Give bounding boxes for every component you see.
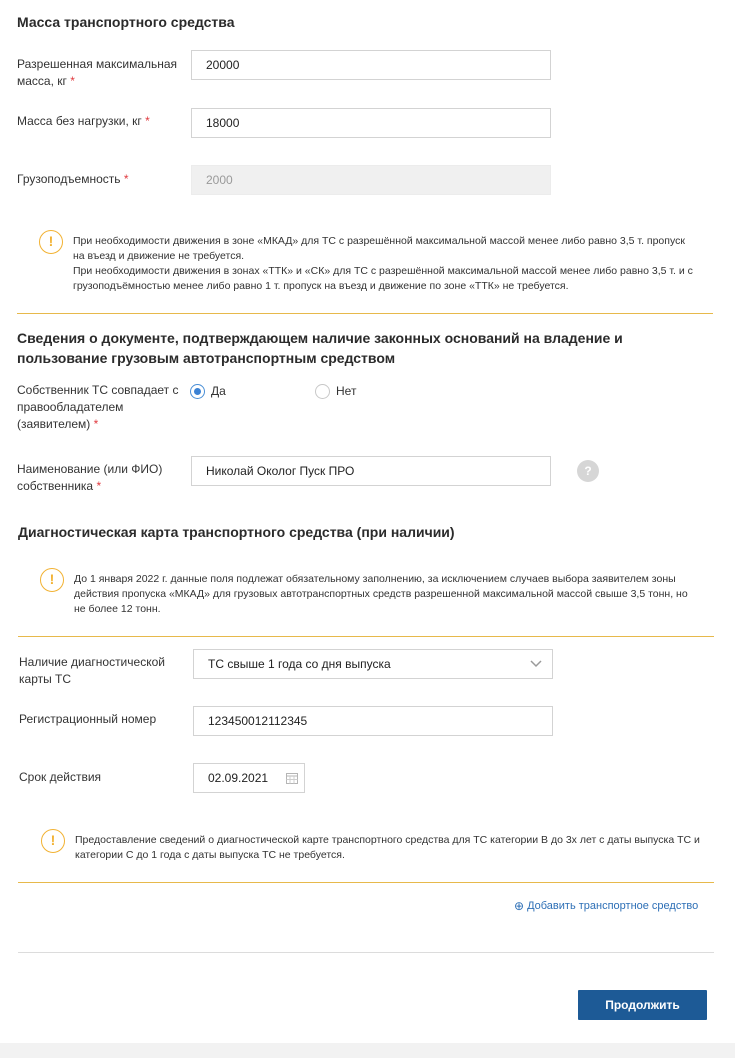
reg-number-label: Регистрационный номер [19,712,157,726]
diag-notice: До 1 января 2022 г. данные поля подлежат обязательному заполнению, за исключением случаев выбора заявителем зоны действия пропуска «МКАД» для грузовых автотранспортных средств разрешенной максимальной массой свыше 3,5 тонн, но не более 12 тонн. [74,573,688,615]
valid-until-label: Срок действия [19,770,102,784]
radio-yes[interactable]: Да [190,383,226,400]
capacity-label: Грузоподъемность * [17,172,129,186]
unladen-mass-label: Масса без нагрузки, кг * [17,114,150,128]
divider [18,952,714,953]
radio-yes-indicator[interactable] [190,384,205,399]
unladen-mass-input[interactable]: 18000 [191,108,551,138]
owner-name-input[interactable]: Николай Околог Пуск ПРО [191,456,551,486]
max-mass-input[interactable]: 20000 [191,50,551,80]
mass-notice: При необходимости движения в зоне «МКАД» для ТС с разрешённой максимальной массой менее либо равно 3,5 т. пропуск на въезд и движение не требуется. При необходимости движения в зонах «ТТК» и «СК» для ТС с разрешённой максимальной массой менее либо равно 3,5 т. и с грузоподъёмностью менее либо равно 1 т. пропуск на въезд и движение по зоне «ТТК» не требуется. [73,235,693,292]
radio-no[interactable]: Нет [315,383,356,400]
radio-no-indicator[interactable] [315,384,330,399]
divider [18,636,714,637]
ownership-section-title: Сведения о документе, подтверждающем наличие законных оснований на владение и пользование грузовым автотранспортным средством [17,330,623,366]
required-mark: * [145,114,150,128]
required-mark: * [96,479,102,493]
required-mark: * [93,417,99,431]
chevron-down-icon [530,660,542,668]
owner-name-label: Наименование (или ФИО) собственника * [17,462,163,493]
max-mass-label: Разрешенная максимальная масса, кг * [17,57,178,88]
warning-icon: ! [40,568,64,592]
mass-section-title: Масса транспортного средства [17,14,235,30]
help-icon[interactable]: ? [577,460,599,482]
footer-strip [0,1043,735,1058]
add-vehicle-link[interactable]: ⊕ Добавить транспортное средство [514,899,699,913]
calendar-icon[interactable] [286,772,298,784]
valid-until-input[interactable]: 02.09.2021 [193,763,305,793]
continue-button[interactable]: Продолжить [578,990,707,1020]
reg-number-input[interactable]: 123450012112345 [193,706,553,736]
required-mark: * [123,172,129,186]
plus-circle-icon: ⊕ [514,899,525,913]
divider [18,882,714,883]
warning-icon: ! [39,230,63,254]
has-card-select[interactable]: ТС свыше 1 года со дня выпуска [193,649,553,679]
diag-notice-2: Предоставление сведений о диагностической карте транспортного средства для ТС категории В до 3х лет с даты выпуска ТС и категории С до 1 года с даты выпуска ТС не требуется. [75,834,700,861]
diag-section-title: Диагностическая карта транспортного средства (при наличии) [18,524,455,540]
capacity-input: 2000 [191,165,551,195]
required-mark: * [70,74,75,88]
divider [17,313,713,314]
has-card-label: Наличие диагностической карты ТС [19,655,165,686]
owner-match-label: Собственник ТС совпадает с правообладателем (заявителем) * [17,383,179,431]
warning-icon: ! [41,829,65,853]
